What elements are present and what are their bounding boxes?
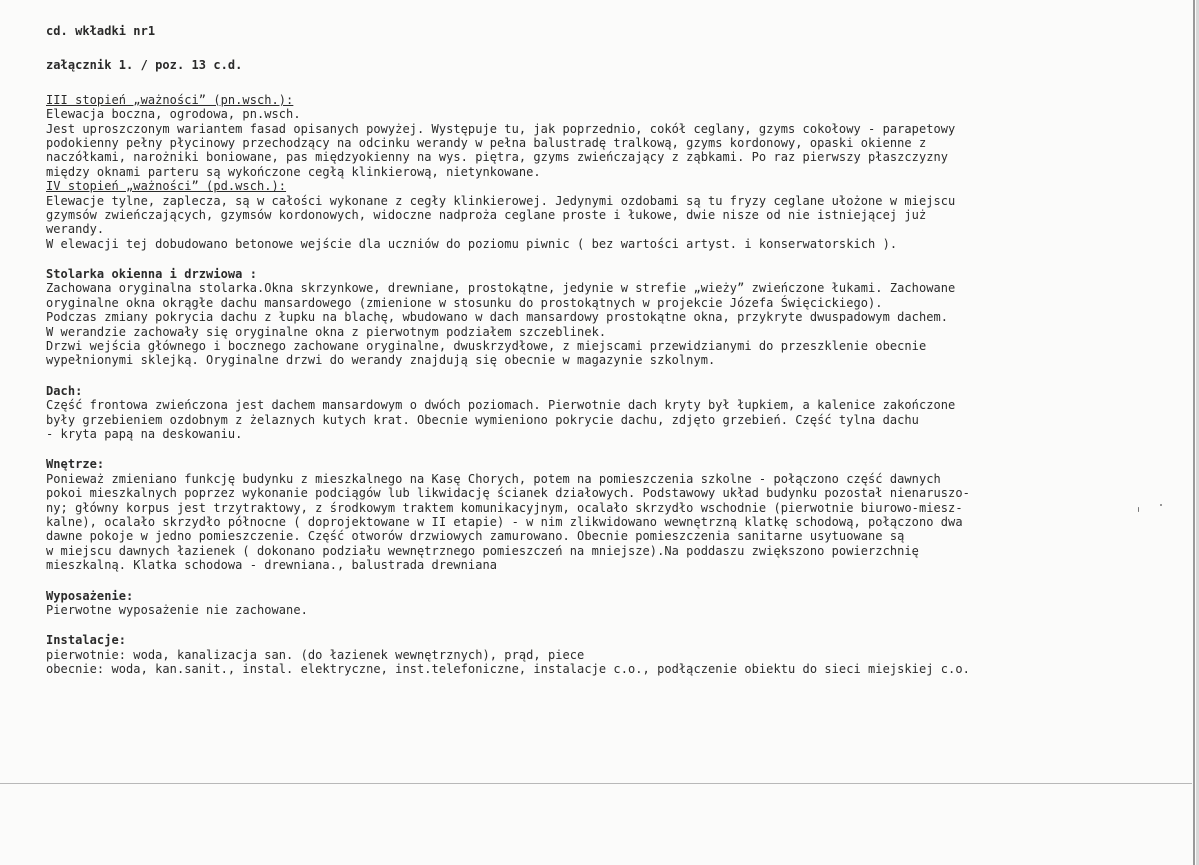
stolarka-line: Drzwi wejścia głównego i bocznego zachowane oryginalne, dwuskrzydłowe, z miejscami przewidzianymi do przeszklenie obecnie <box>46 339 927 354</box>
wyposazenie-heading: Wyposażenie: <box>46 588 134 603</box>
stolarka-line: W werandzie zachowały się oryginalne okna z pierwotnym podziałem szczeblinek. <box>46 324 607 339</box>
wnetrze-line: w miejscu dawnych łazienek ( dokonano podziału wewnętrznego pomieszczeń na mniejsze).Na poddaszu zwiększono powierzchnię <box>46 543 919 558</box>
dach-line: - kryta papą na deskowaniu. <box>46 426 243 441</box>
section-iii-line: między oknami parteru są wykończone cegłą klinkierową, nietynkowane. <box>46 164 541 179</box>
document-body <box>46 24 1166 676</box>
stolarka-line: oryginalne okna okrągłe dachu mansardowego (zmienione w stosunku do prostokątnych w projekcie Józefa Święcickiego). <box>46 295 883 310</box>
wnetrze-line: dawne pokoje w jedno pomieszczenie. Część otworów drzwiowych zamurowano. Obecnie pomieszczenia sanitarne usytuowane są <box>46 529 905 544</box>
instalacje-line: obecnie: woda, kan.sanit., instal. elektryczne, inst.telefoniczne, instalacje c.o., podłączenie obiektu do sieci miejskiej c.o. <box>46 662 970 677</box>
section-iv-heading: IV stopień „ważności” (pd.wsch.): <box>46 179 287 194</box>
wyposazenie-line: Pierwotne wyposażenie nie zachowane. <box>46 602 308 617</box>
dach-heading: Dach: <box>46 383 83 398</box>
stolarka-line: wypełnionymi sklejką. Oryginalne drzwi do werandy znajdują się obecnie w magazynie szkolnym. <box>46 353 716 368</box>
bottom-rule-line <box>0 783 1192 784</box>
scan-speck <box>1138 507 1139 512</box>
section-iv-line: Elewacje tylne, zaplecza, są w całości wykonane z cegły klinkierowej. Jedynymi ozdobami są tu fryzy ceglane ułożone w miejscu <box>46 193 956 208</box>
stolarka-heading: Stolarka okienna i drzwiowa : <box>46 267 257 282</box>
stolarka-line: Podczas zmiany pokrycia dachu z łupku na blachę, wbudowano w dach mansardowy prostokątne okna, przykryte dwuspadowym dachem. <box>46 310 949 325</box>
section-iii-line: naczółkami, narożniki boniowane, pas międzyokienny na wys. piętra, gzyms zwieńczający z ząbkami. Po raz pierwszy płaszczyzny <box>46 150 949 165</box>
section-iii-line: Elewacja boczna, ogrodowa, pn.wsch. <box>46 107 301 122</box>
dach-line: Część frontowa zwieńczona jest dachem mansardowym o dwóch poziomach. Pierwotnie dach kryty był łupkiem, a kalenice zakończone <box>46 398 956 413</box>
wnetrze-line: Ponieważ zmieniano funkcję budynku z mieszkalnego na Kasę Chorych, potem na pomieszczenia szkolne - połączono część dawnych <box>46 471 941 486</box>
wnetrze-line: pokoi mieszkalnych poprzez wykonanie podciągów lub likwidację ścianek działowych. Podstawowy układ budynku pozostał nienaruszo- <box>46 486 970 501</box>
wnetrze-line: kalne), ocalało skrzydło północne ( doprojektowane w II etapie) - w nim zlikwidowano wewnętrzną klatkę schodową, połączono dwa <box>46 514 963 529</box>
section-iii-heading: III stopień „ważności” (pn.wsch.): <box>46 92 294 107</box>
section-iii-line: Jest uproszczonym wariantem fasad opisanych powyżej. Występuje tu, jak poprzednio, cokół ceglany, gzyms cokołowy - parapetowy <box>46 121 956 136</box>
stolarka-line: Zachowana oryginalna stolarka.Okna skrzynkowe, drewniane, prostokątne, jedynie w strefie „wieży” zwieńczone łukami. Zachowane <box>46 281 956 296</box>
wnetrze-line: mieszkalną. Klatka schodowa - drewniana., balustrada drewniana <box>46 558 498 573</box>
section-iv-line: werandy. <box>46 222 105 237</box>
attachment-ref: załącznik 1. / poz. 13 c.d. <box>46 58 243 73</box>
wnetrze-heading: Wnętrze: <box>46 457 105 472</box>
scan-speck <box>1160 504 1162 506</box>
dach-line: były grzebieniem ozdobnym z żelaznych kutych krat. Obecnie wymieniono pokrycie dachu, zdjęto grzebień. Część tylna dachu <box>46 412 919 427</box>
instalacje-line: pierwotnie: woda, kanalizacja san. (do łazienek wewnętrznych), prąd, piece <box>46 647 585 662</box>
section-iii-line: podokienny pełny płycinowy przechodzący na odcinku werandy w pełna balustradę tralkową, gzyms kordonowy, opaski okienne z <box>46 135 927 150</box>
instalacje-heading: Instalacje: <box>46 633 127 648</box>
section-iv-line: gzymsów zwieńczających, gzymsów kordonowych, widoczne nadproża ceglane proste i łukowe, dwie nisze od nie istniejącej już <box>46 207 927 222</box>
scan-edge-line <box>1193 0 1195 865</box>
section-iv-line: W elewacji tej dobudowano betonowe wejście dla uczniów do poziomu piwnic ( bez wartości artyst. i konserwatorskich ). <box>46 236 898 251</box>
continuation-note: cd. wkładki nr1 <box>46 24 156 38</box>
wnetrze-line: ny; główny korpus jest trzytraktowy, z środkowym traktem komunikacyjnym, ocalało skrzydło wschodnie (pierwotnie biurowo-miesz- <box>46 500 963 515</box>
